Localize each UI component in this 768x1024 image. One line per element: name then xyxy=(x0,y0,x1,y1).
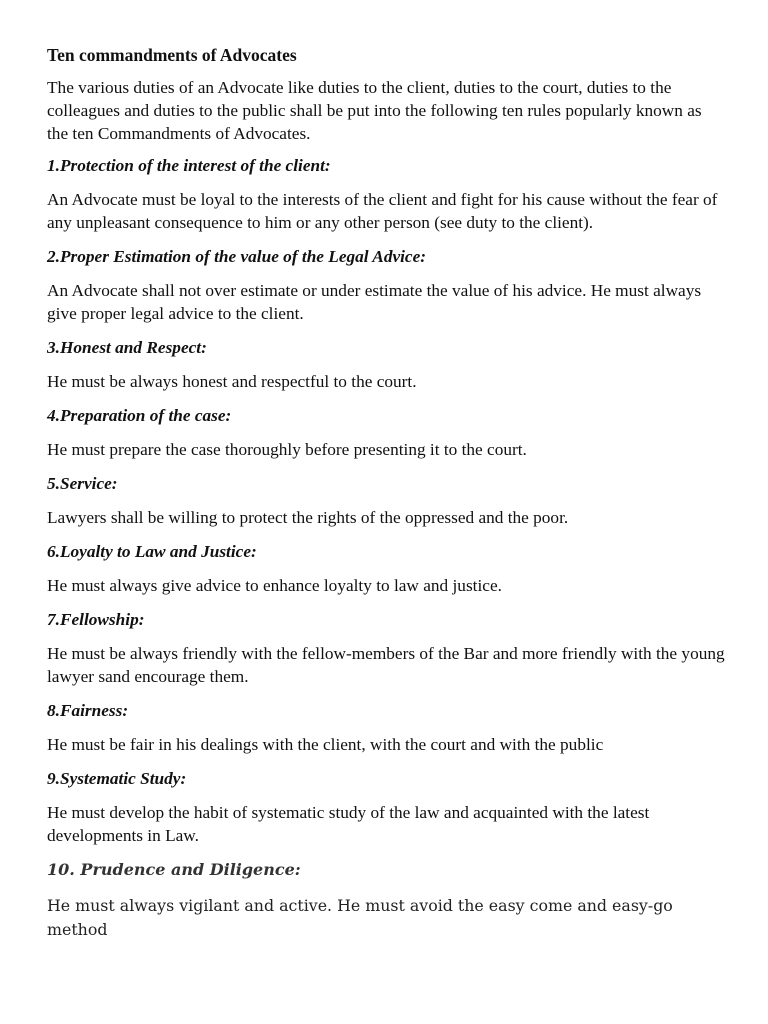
section-body: He must be always honest and respectful to the court. xyxy=(47,372,417,391)
intro-paragraph: The various duties of an Advocate like duties to the client, duties to the court, duties to the colleagues and duties to the public shall be put into the following ten rules popularly known as the ten Commandments of Advocates. xyxy=(47,78,702,143)
section-1 xyxy=(47,154,727,234)
section-body: He must always give advice to enhance loyalty to law and justice. xyxy=(47,576,502,595)
section-body: Lawyers shall be willing to protect the rights of the oppressed and the poor. xyxy=(47,508,569,527)
section-7 xyxy=(47,608,727,688)
section-heading: 10. Prudence and Diligence: xyxy=(47,860,301,879)
section-body: He must always vigilant and active. He must avoid the easy come and easy-go method xyxy=(47,896,673,939)
section-4 xyxy=(47,404,727,461)
section-heading: 6.Loyalty to Law and Justice: xyxy=(47,542,257,561)
section-body: He must prepare the case thoroughly before presenting it to the court. xyxy=(47,440,527,459)
section-6 xyxy=(47,540,727,597)
section-heading: 9.Systematic Study: xyxy=(47,769,187,788)
section-body: He must develop the habit of systematic study of the law and acquainted with the latest developments in Law. xyxy=(47,803,650,845)
section-10 xyxy=(47,858,727,942)
section-heading: 4.Preparation of the case: xyxy=(47,406,232,425)
section-body: An Advocate shall not over estimate or under estimate the value of his advice. He must always give proper legal advice to the client. xyxy=(47,281,702,323)
section-heading: 5.Service: xyxy=(47,474,118,493)
document-title: Ten commandments of Advocates xyxy=(47,45,297,65)
section-body: He must be fair in his dealings with the client, with the court and with the public xyxy=(47,735,604,754)
section-8 xyxy=(47,699,727,756)
section-2 xyxy=(47,245,727,325)
section-heading: 3.Honest and Respect: xyxy=(47,338,207,357)
section-5 xyxy=(47,472,727,529)
section-body: An Advocate must be loyal to the interests of the client and fight for his cause without the fear of any unpleasant consequence to him or any other person (see duty to the client). xyxy=(47,190,718,232)
document-page xyxy=(47,44,727,953)
section-3 xyxy=(47,336,727,393)
section-9 xyxy=(47,767,727,847)
section-heading: 7.Fellowship: xyxy=(47,610,145,629)
section-body: He must be always friendly with the fellow-members of the Bar and more friendly with the young lawyer sand encourage them. xyxy=(47,644,725,686)
section-heading: 2.Proper Estimation of the value of the Legal Advice: xyxy=(47,247,427,266)
section-heading: 1.Protection of the interest of the client: xyxy=(47,156,331,175)
section-heading: 8.Fairness: xyxy=(47,701,129,720)
